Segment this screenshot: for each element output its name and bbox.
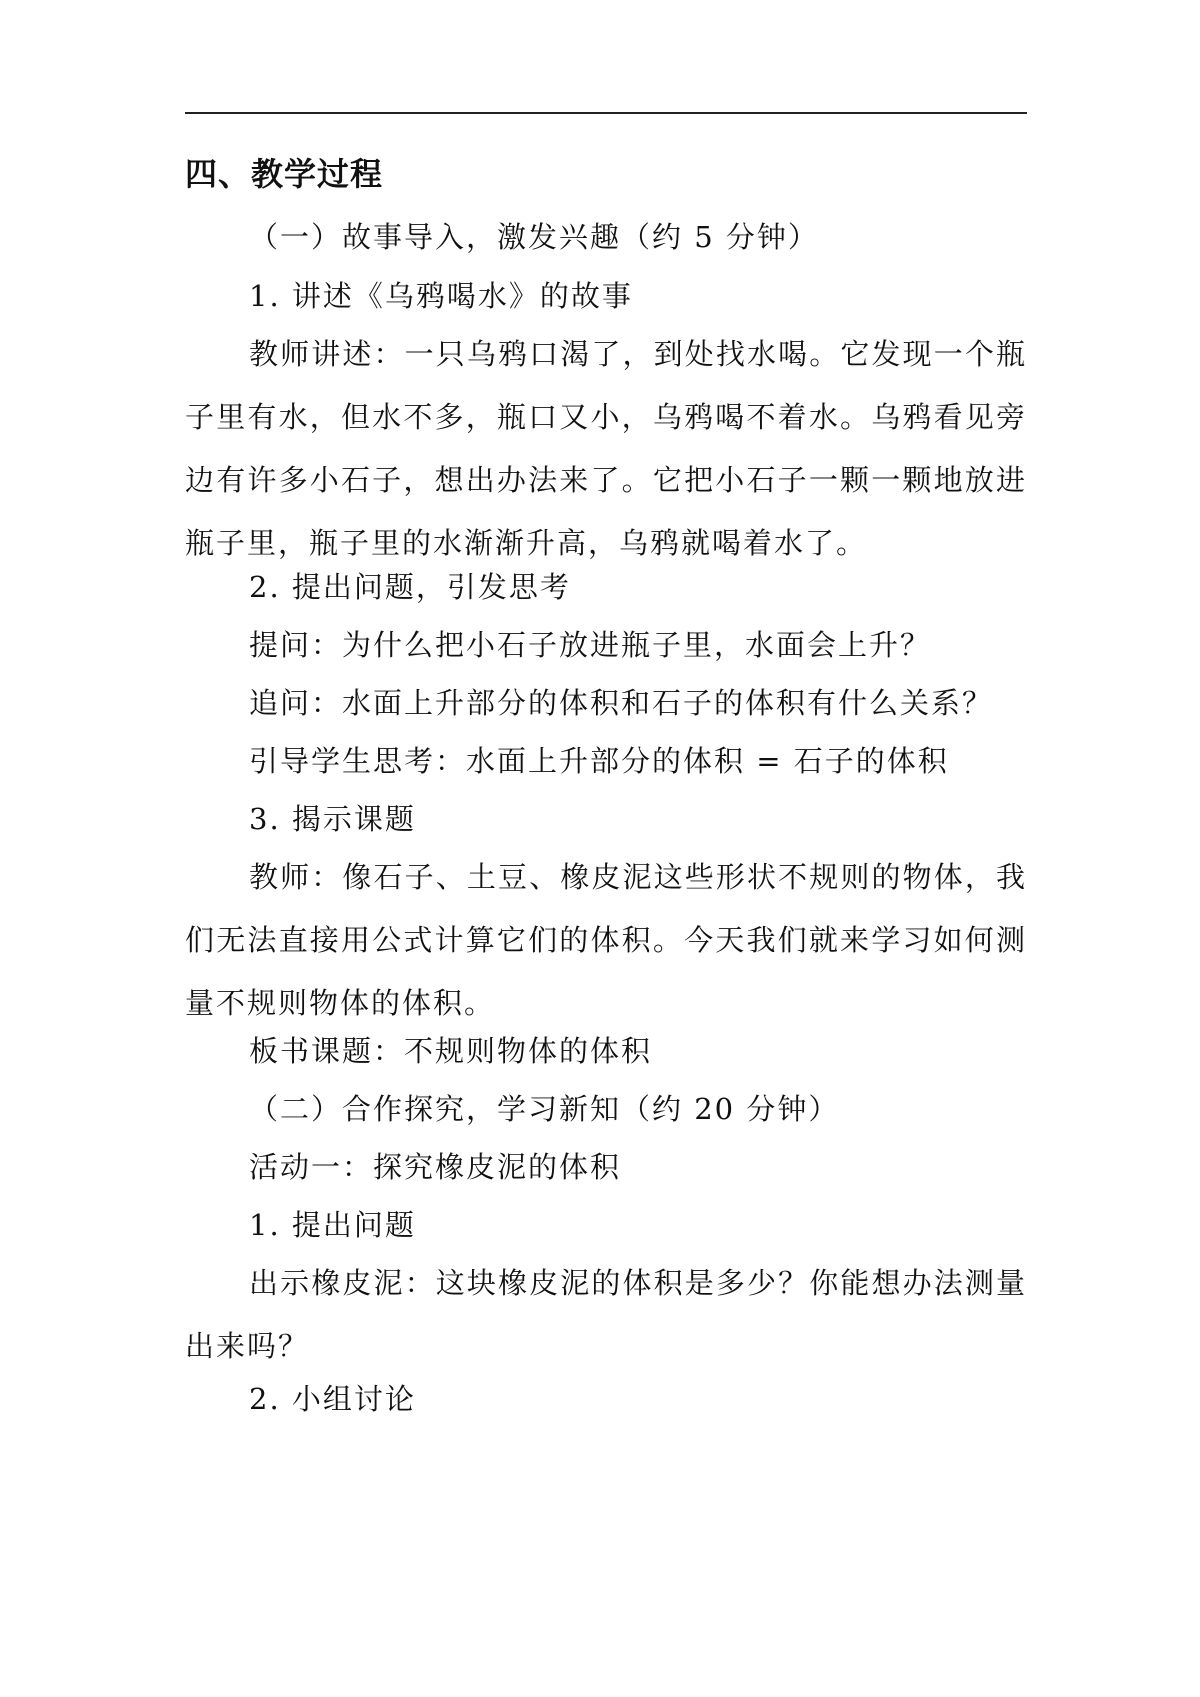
step-reveal-topic: 3. 揭示课题 — [249, 802, 416, 836]
paragraph-guide: 引导学生思考：水面上升部分的体积 = 石子的体积 — [249, 744, 949, 778]
paragraph-teacher-topic: 教师：像石子、土豆、橡皮泥这些形状不规则的物体，我们无法直接用公式计算它们的体积。今天我们就来学习如何测量不规则物体的体积。 — [185, 860, 1027, 1020]
activity-one-title: 活动一：探究橡皮泥的体积 — [249, 1150, 622, 1184]
paragraph-teacher-story: 教师讲述：一只乌鸦口渴了，到处找水喝。它发现一个瓶子里有水，但水不多，瓶口又小，乌鸦喝不着水。乌鸦看见旁边有许多小石子，想出办法来了。它把小石子一颗一颗地放进瓶子里，瓶子里的水渐渐升高，乌鸦就喝着水了。 — [185, 337, 1027, 560]
paragraph-board-title: 板书课题：不规则物体的体积 — [249, 1034, 653, 1068]
step-tell-story: 1. 讲述《乌鸦喝水》的故事 — [249, 279, 633, 313]
paragraph-show-clay: 出示橡皮泥：这块橡皮泥的体积是多少？你能想办法测量出来吗？ — [185, 1266, 1027, 1363]
header-rule — [185, 112, 1027, 114]
section-heading: 四、教学过程 — [185, 155, 384, 193]
paragraph-follow-up: 追问：水面上升部分的体积和石子的体积有什么关系？ — [249, 686, 994, 720]
step-ask-question: 1. 提出问题 — [249, 1208, 416, 1242]
paragraph-question: 提问：为什么把小石子放进瓶子里，水面会上升？ — [249, 628, 932, 662]
step-raise-question: 2. 提出问题，引发思考 — [249, 570, 571, 604]
subsection-heading-story-intro: （一）故事导入，激发兴趣（约 5 分钟） — [249, 220, 819, 254]
step-group-discussion: 2. 小组讨论 — [249, 1382, 416, 1416]
subsection-heading-explore: （二）合作探究，学习新知（约 20 分钟） — [249, 1092, 840, 1126]
